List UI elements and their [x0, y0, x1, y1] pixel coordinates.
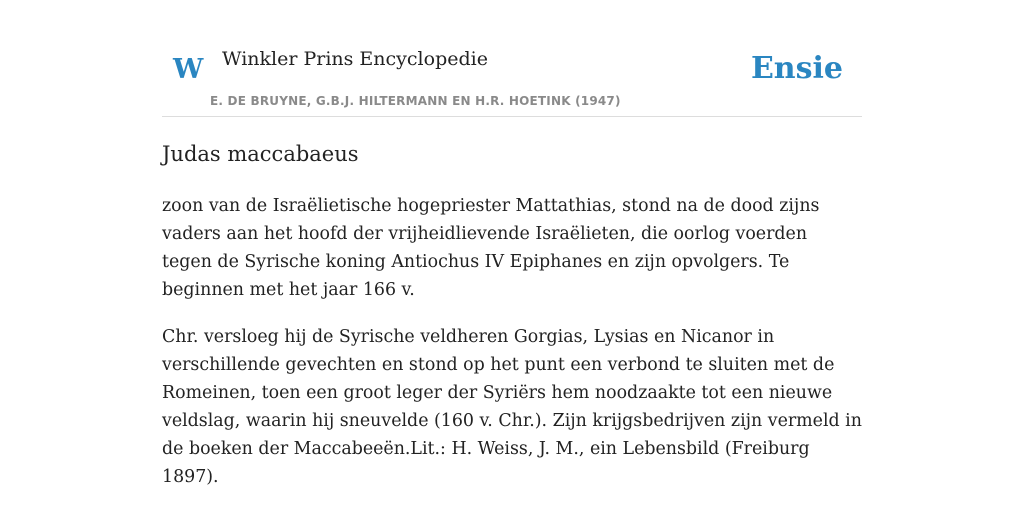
source-title: Winkler Prins Encyclopedie: [222, 48, 488, 70]
article: [162, 138, 862, 491]
source-authors: E. DE BRUYNE, G.B.J. HILTERMANN EN H.R. HOETINK (1947): [210, 94, 621, 108]
page-header: [162, 0, 862, 117]
ensie-logo-link[interactable]: Ensie: [750, 51, 843, 86]
source-logo-icon: W: [173, 54, 204, 85]
article-title: Judas maccabaeus: [162, 142, 359, 166]
article-paragraph: zoon van de Israëlietische hogepriester Mattathias, stond na de dood zijns vaders aan het hoofd der vrijheidlievende Israëlieten, die oorlog voerden tegen de Syrische koning Antiochus IV Epiphanes en zijn opvolgers. Te beginnen met het jaar 166 v.: [162, 196, 820, 300]
article-paragraph: Chr. versloeg hij de Syrische veldheren Gorgias, Lysias en Nicanor in verschillende gevechten en stond op het punt een verbond te sluiten met de Romeinen, toen een groot leger der Syriërs hem noodzaakte tot een nieuwe veldslag, waarin hij sneuvelde (160 v. Chr.). Zijn krijgsbedrijven zijn vermeld in de boeken der Maccabeeën.Lit.: H. Weiss, J. M., ein Lebensbild (Freiburg 1897).: [162, 327, 862, 487]
